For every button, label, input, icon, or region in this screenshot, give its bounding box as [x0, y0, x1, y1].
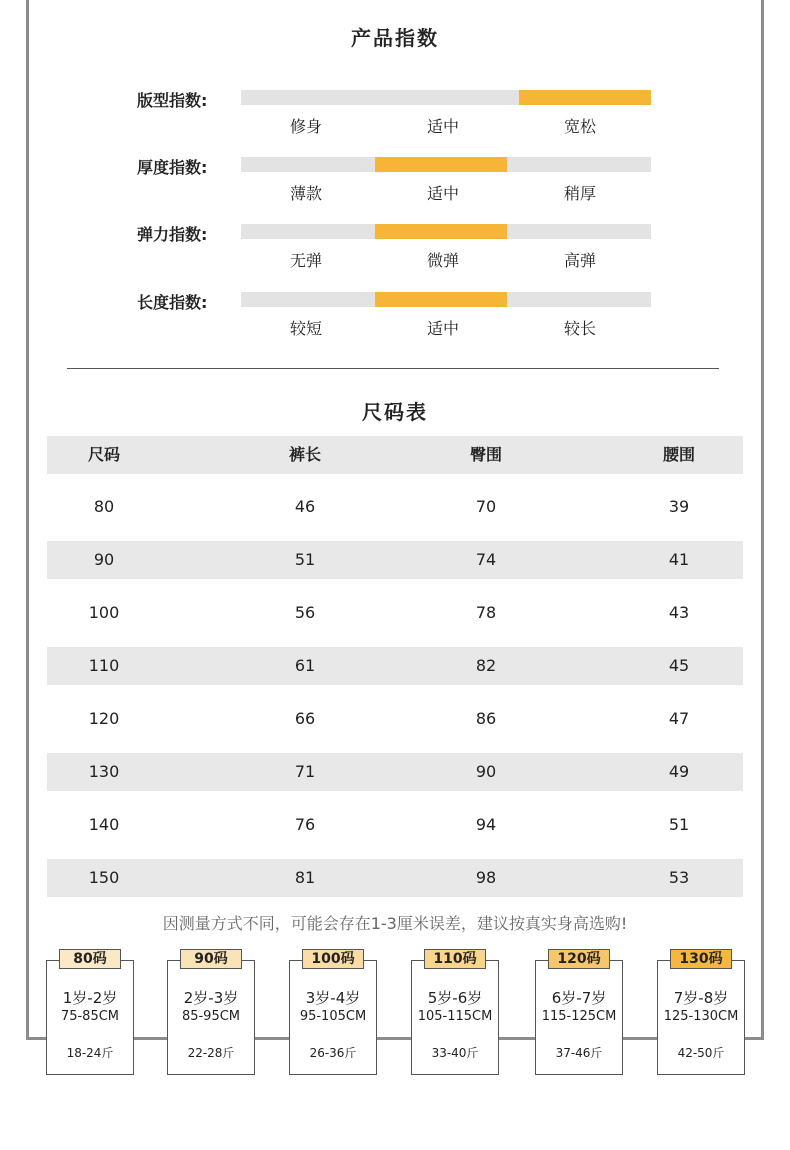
- size-badge: 80码: [59, 949, 121, 969]
- table-cell: 53: [668, 868, 690, 887]
- size-card-age: 6岁-7岁: [551, 989, 607, 1007]
- size-badge: 100码: [302, 949, 364, 969]
- index-option: 宽松: [563, 117, 596, 136]
- table-cell: 51: [294, 550, 316, 569]
- table-cell: 78: [475, 603, 497, 622]
- table-cell: 110: [88, 656, 120, 675]
- size-card-height: 115-125CM: [541, 1009, 617, 1024]
- index-bar-highlight: [519, 90, 651, 105]
- table-cell: 80: [93, 497, 115, 516]
- table-cell: 41: [668, 550, 690, 569]
- size-table-title: 尺码表: [362, 400, 428, 424]
- table-cell: 120: [88, 709, 120, 728]
- index-option: 高弹: [563, 251, 596, 270]
- size-badge: 130码: [670, 949, 732, 969]
- size-badge: 110码: [424, 949, 486, 969]
- table-header-row: [47, 436, 743, 474]
- table-row: [47, 647, 743, 685]
- table-row: [47, 541, 743, 579]
- table-cell: 70: [475, 497, 497, 516]
- size-card-age: 7岁-8岁: [673, 989, 729, 1007]
- table-cell: 74: [475, 550, 497, 569]
- table-row: [47, 859, 743, 897]
- size-card: [411, 951, 499, 1075]
- size-card-age: 5岁-6岁: [427, 989, 483, 1007]
- size-card: [167, 951, 255, 1075]
- index-option: 较长: [563, 319, 596, 338]
- table-row: [47, 700, 743, 738]
- table-cell: 56: [294, 603, 316, 622]
- size-card-age: 2岁-3岁: [183, 989, 239, 1007]
- table-cell: 100: [88, 603, 120, 622]
- index-bar: [241, 292, 651, 307]
- size-card-weight: 18-24斤: [66, 1046, 114, 1060]
- table-cell: 61: [294, 656, 316, 675]
- table-cell: 98: [475, 868, 497, 887]
- index-label: 厚度指数:: [137, 158, 208, 177]
- table-cell: 140: [88, 815, 120, 834]
- table-cell: 76: [294, 815, 316, 834]
- size-card-height: 95-105CM: [299, 1009, 367, 1024]
- size-card-weight: 33-40斤: [431, 1046, 479, 1060]
- index-option: 薄款: [289, 184, 322, 203]
- size-card-height: 85-95CM: [181, 1009, 241, 1024]
- size-card-age: 1岁-2岁: [62, 989, 118, 1007]
- table-cell: 86: [475, 709, 497, 728]
- size-badge: 120码: [548, 949, 610, 969]
- index-bar: [241, 157, 651, 172]
- size-card-weight: 37-46斤: [555, 1046, 603, 1060]
- size-card-weight: 42-50斤: [677, 1046, 725, 1060]
- table-cell: 43: [668, 603, 690, 622]
- table-row: [47, 806, 743, 844]
- table-cell: 150: [88, 868, 120, 887]
- size-card-age: 3岁-4岁: [305, 989, 361, 1007]
- size-card-weight: 22-28斤: [187, 1046, 235, 1060]
- index-option: 微弹: [426, 251, 459, 270]
- table-cell: 49: [668, 762, 690, 781]
- size-card-height: 125-130CM: [663, 1009, 739, 1024]
- table-cell: 90: [93, 550, 115, 569]
- index-bar: [241, 224, 651, 239]
- size-card-weight: 26-36斤: [309, 1046, 357, 1060]
- index-label: 弹力指数:: [137, 225, 208, 244]
- index-option: 适中: [426, 319, 459, 338]
- size-card: [535, 951, 623, 1075]
- table-cell: 94: [475, 815, 497, 834]
- size-card: [46, 951, 134, 1075]
- table-header-cell: 裤长: [288, 445, 321, 464]
- table-row: [47, 488, 743, 526]
- table-cell: 51: [668, 815, 690, 834]
- size-badge: 90码: [180, 949, 242, 969]
- measurement-note: 因测量方式不同，可能会存在1-3厘米误差，建议按真实身高选购!: [162, 914, 628, 933]
- index-bar: [241, 90, 651, 105]
- index-option: 较短: [289, 319, 322, 338]
- product-index-title: 产品指数: [351, 26, 439, 50]
- table-header-cell: 尺码: [87, 445, 120, 464]
- index-bar-highlight: [375, 157, 507, 172]
- table-cell: 47: [668, 709, 690, 728]
- index-option: 适中: [426, 184, 459, 203]
- index-bar-highlight: [375, 224, 507, 239]
- table-header-cell: 臀围: [469, 445, 502, 464]
- table-cell: 46: [294, 497, 316, 516]
- size-card-height: 75-85CM: [60, 1009, 120, 1024]
- size-card: [657, 951, 745, 1075]
- index-option: 适中: [426, 117, 459, 136]
- index-label: 版型指数:: [137, 91, 208, 110]
- table-cell: 39: [668, 497, 690, 516]
- index-option: 修身: [289, 117, 322, 136]
- size-card: [289, 951, 377, 1075]
- index-label: 长度指数:: [137, 293, 208, 312]
- index-option: 无弹: [289, 251, 322, 270]
- section-divider: [67, 368, 719, 369]
- table-row: [47, 594, 743, 632]
- size-card-height: 105-115CM: [417, 1009, 493, 1024]
- table-cell: 82: [475, 656, 497, 675]
- table-cell: 71: [294, 762, 316, 781]
- table-cell: 130: [88, 762, 120, 781]
- index-bar-highlight: [375, 292, 507, 307]
- table-cell: 45: [668, 656, 690, 675]
- table-row: [47, 753, 743, 791]
- table-cell: 90: [475, 762, 497, 781]
- index-option: 稍厚: [563, 184, 596, 203]
- table-cell: 81: [294, 868, 316, 887]
- table-header-cell: 腰围: [662, 445, 695, 464]
- table-cell: 66: [294, 709, 316, 728]
